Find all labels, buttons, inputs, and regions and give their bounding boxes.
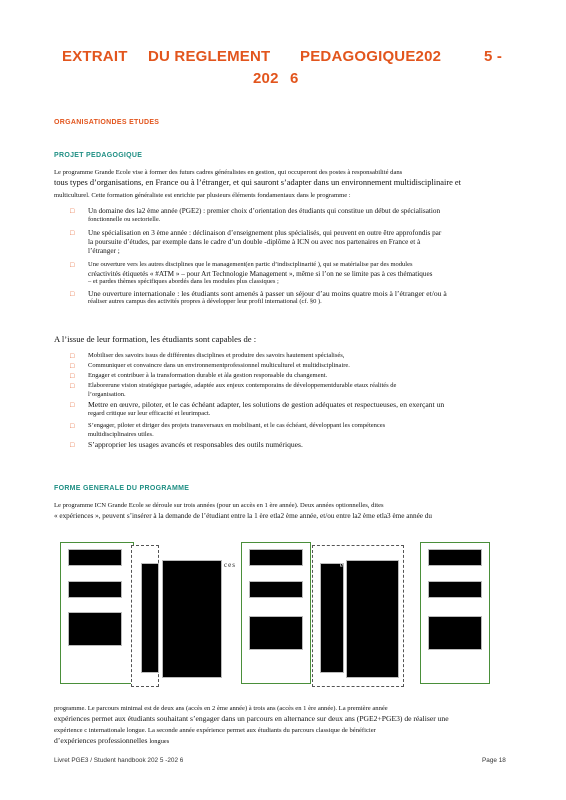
capable-6-a: S’engager, piloter et diriger des projets transversaux en mobilisant, et le cas échéant, développant les compétences <box>88 422 386 429</box>
diagram-block <box>249 581 303 598</box>
diagram-block <box>68 612 122 646</box>
diagram-block <box>346 560 399 678</box>
section-heading-forme: FORME GENERALE DU PROGRAMME <box>54 485 190 492</box>
projet-bullet-2-a: Une spécialisation en 3 ème année : déclinaison d’enseignement plus spécialisés, qui peuvent en outre être approfondis par <box>88 229 442 237</box>
projet-bullet-2-c: l’étranger ; <box>88 247 120 255</box>
bullet-icon: □ <box>70 362 75 370</box>
diagram-block <box>249 616 303 650</box>
diagram-block <box>428 616 482 650</box>
capable-6-b: multidisciplinaires utiles. <box>88 430 154 438</box>
projet-bullet-2-b: la poursuite d’études, par exemple dans le cadre d’un double -diplôme à ICN ou avec nos partenaires en France et à <box>88 238 421 246</box>
title-word-year-a: 5 - <box>484 48 503 65</box>
title-word-pedagogique: PEDAGOGIQUE202 <box>300 48 442 65</box>
projet-bullet-3-a: Une ouverture vers les autres disciplines que le management(en partic d’indisciplinarité ), qui se matérialise par des modules <box>88 261 413 268</box>
section-heading-organisation: ORGANISATIONDES ETUDES <box>54 119 160 126</box>
after-line-4-b: longues <box>149 738 170 745</box>
capable-4-b: l’organisation. <box>88 390 126 398</box>
bullet-icon: □ <box>70 372 75 380</box>
projet-bullet-4-a: Une ouverture internationale : les étudiants sont amenés à passer un séjour d’au moins quatre mois à l’étranger et/ou à <box>88 289 447 298</box>
diagram-block <box>162 560 222 678</box>
section-heading-projet: PROJET PEDAGOGIQUE <box>54 152 143 159</box>
capable-1: Mobiliser des savoirs issus de différentes disciplines et produire des savoirs hautement spécialisés, <box>88 352 345 359</box>
projet-bullet-3-c: – et pardes thèmes spécifiques abordés dans les modules plus classiques ; <box>88 278 279 286</box>
after-line-1: programme. Le parcours minimal est de deux ans (accès en 2 ème année) à trois ans (accès en 1 ère année). La première année <box>54 705 388 712</box>
capable-7: S’approprier les usages avancés et responsables des outils numériques. <box>88 440 303 449</box>
forme-line-2: « expériences », peuvent s’insérer à la demande de l’étudiant entre la 1 ère etla2 ème année, et/ou entre la2 ème etla3 ème année du <box>54 512 432 520</box>
projet-bullet-3-b: créactivités étiquetés « #ATM » – pour Art Technologie Management », même si l’on ne se limite pas à ces thématiques <box>88 269 433 278</box>
after-line-2: expériences permet aux étudiants souhaitant s’engager dans un parcours en alternance sur deux ans (PGE2+PGE3) de réaliser une <box>54 714 449 723</box>
capable-5-a: Mettre en œuvre, piloter, et le cas échéant adapter, les solutions de gestion adéquates et respectueuses, en exerçant un <box>88 400 445 409</box>
diagram-dots-label: ces <box>224 561 236 569</box>
diagram-block <box>428 581 482 598</box>
bullet-icon: □ <box>70 290 75 298</box>
diagram-dots-label: e <box>340 561 345 569</box>
diagram-block <box>68 549 122 566</box>
bullet-icon: □ <box>70 422 75 430</box>
bullet-icon: □ <box>70 441 75 449</box>
projet-bullet-1-a: Un domaine des la2 ème année (PGE2) : premier choix d’orientation des étudiants qui constitue un début de spécialisation <box>88 207 441 215</box>
projet-bullet-4-b: réaliser autres campus des activités propres à développer leur profil international (cf. §0 ). <box>88 298 322 305</box>
footer-page-number: Page 18 <box>482 757 506 764</box>
capable-4-a: Elaborerune vision stratégique partagée, adaptée aux enjeux contemporains de développementdurable etaux réalités de <box>88 382 397 389</box>
bullet-icon: □ <box>70 352 75 360</box>
footer-left: Livret PGE3 / Student handbook 202 5 -202 6 <box>54 757 184 764</box>
capables-heading: A l’issue de leur formation, les étudiants sont capables de : <box>54 334 257 344</box>
after-line-4-a: d’expériences professionnelles <box>54 736 148 745</box>
projet-bullet-1-b: fonctionnelle ou sectorielle. <box>88 216 161 223</box>
title-word-year-c: 6 <box>290 70 299 87</box>
title-word-extrait: EXTRAIT <box>62 48 128 65</box>
capable-2: Communiquer et convaincre dans un environnementprofessionnel multiculturel et multidisciplinaire. <box>88 362 350 369</box>
forme-line-1: Le programme ICN Grande Ecole se déroule sur trois années (pour un accès en 1 ère année). Deux années optionnelles, dites <box>54 502 384 509</box>
projet-line-3: multiculturel. Cette formation généraliste est enrichie par plusieurs éléments fondamentaux dans le programme : <box>54 192 351 199</box>
bullet-icon: □ <box>70 207 75 215</box>
after-line-3: expérience c internationale longue. La seconde année expérience permet aux étudiants du parcours classique de bénéficier <box>54 727 376 734</box>
capable-5-b: regard critique sur leur efficacité et leurimpact. <box>88 410 211 417</box>
after-line-4 <box>54 736 169 745</box>
title-word-year-b: 202 <box>253 70 279 87</box>
bullet-icon: □ <box>70 261 75 269</box>
diagram-block <box>428 549 482 566</box>
bullet-icon: □ <box>70 382 75 390</box>
bullet-icon: □ <box>70 401 75 409</box>
title-word-du-reglement: DU REGLEMENT <box>148 48 271 65</box>
projet-line-1: Le programme Grande Ecole vise à former des futurs cadres généralistes en gestion, qui occuperont des postes à responsabilité dans <box>54 169 403 176</box>
diagram-block <box>320 563 344 673</box>
projet-line-2: tous types d’organisations, en France ou à l’étranger, et qui sauront s’adapter dans un environnement multidisciplinaire et <box>54 178 461 187</box>
diagram-block <box>249 549 303 566</box>
capable-3: Engager et contribuer à la transformation durable et àla gestion responsable du changement. <box>88 372 328 379</box>
diagram-block <box>141 563 159 673</box>
bullet-icon: □ <box>70 229 75 237</box>
diagram-block <box>68 581 122 598</box>
